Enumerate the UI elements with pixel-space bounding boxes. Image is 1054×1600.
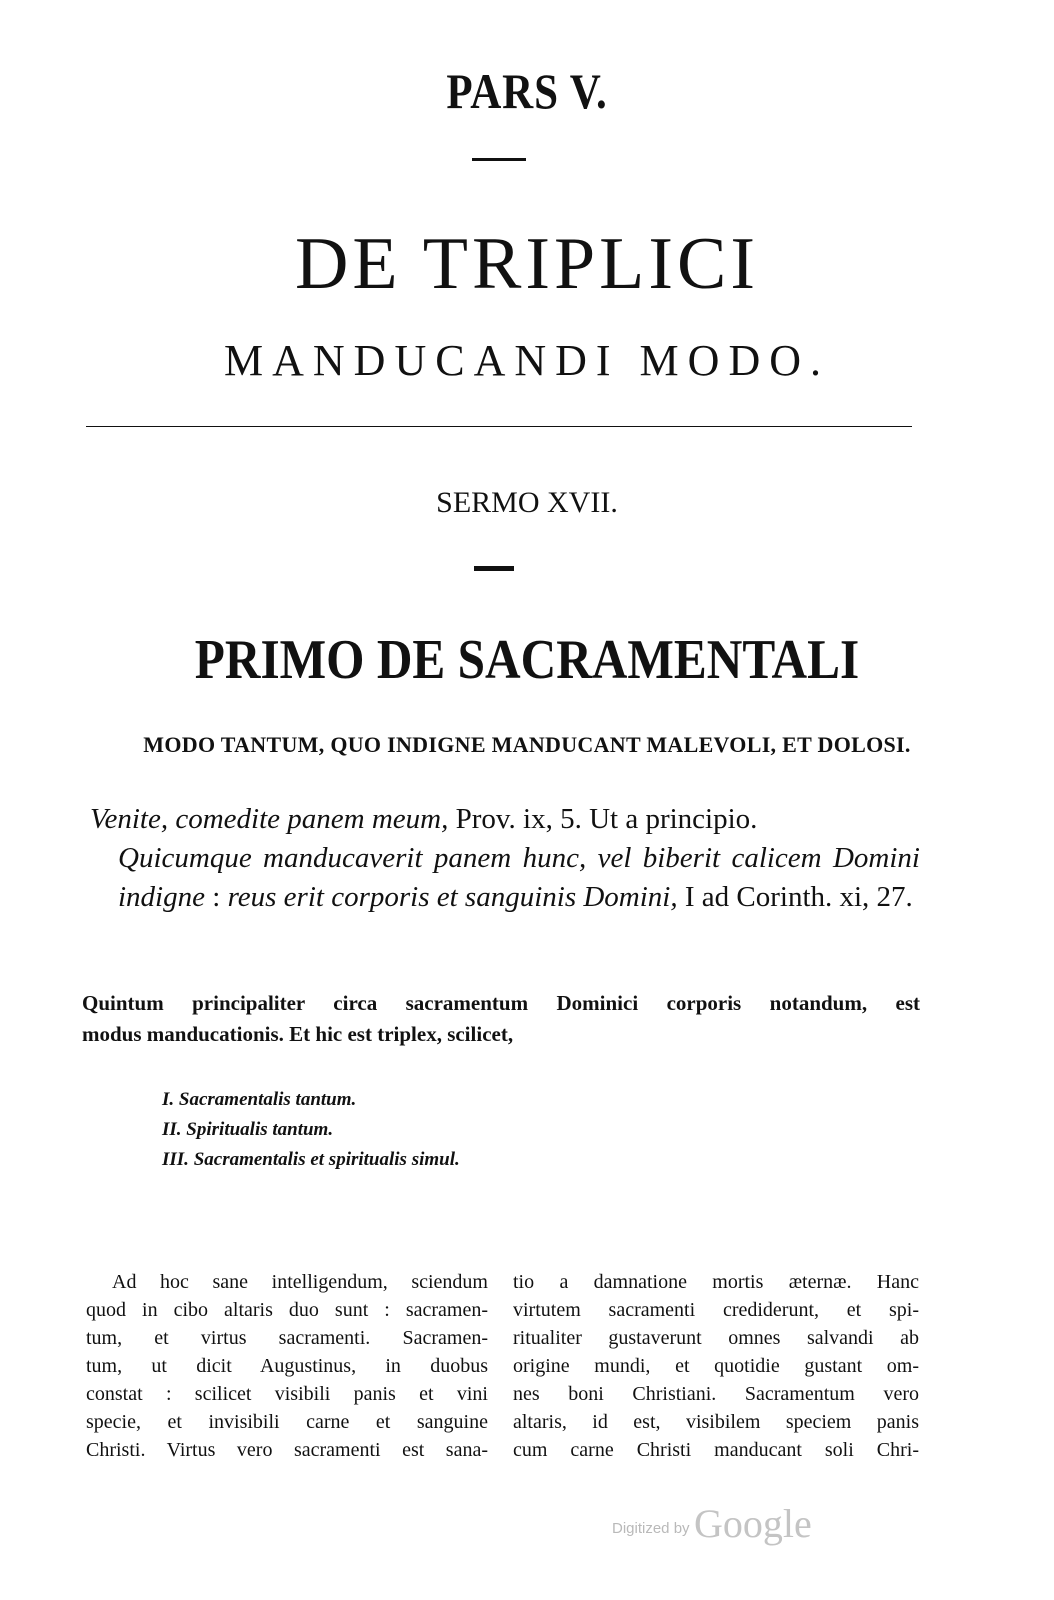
verse-1-ref: Prov. ix, 5. Ut a principio.	[448, 803, 758, 835]
sermon-number: SERMO XVII.	[436, 486, 618, 519]
intro-line: modus manducationis. Et hic est triplex, scilicet,	[82, 1022, 514, 1046]
list-item-text: Sacramentalis tantum.	[178, 1089, 357, 1110]
google-logo: Google	[694, 1501, 812, 1546]
verse-2	[118, 839, 920, 917]
list-item-number: II.	[162, 1119, 182, 1140]
column-line: virtutem sacramenti crediderunt, et spi-	[513, 1299, 919, 1321]
column-line: origine mundi, et quotidie gustant om-	[513, 1355, 919, 1377]
watermark-prefix: Digitized by	[612, 1520, 690, 1537]
list-item	[162, 1085, 460, 1115]
column-left	[86, 1268, 488, 1464]
column-line: tum, et virtus sacramenti. Sacramen-	[86, 1327, 488, 1349]
modes-list	[162, 1085, 460, 1175]
divider-short	[474, 566, 514, 571]
column-line: Ad hoc sane intelligendum, sciendum	[112, 1271, 488, 1293]
verse-2-ref: I ad Corinth. xi, 27.	[677, 881, 913, 913]
list-item	[162, 1115, 460, 1145]
column-line: ritualiter gustaverunt omnes salvandi ab	[513, 1327, 919, 1349]
column-line: tio a damnatione mortis æternæ. Hanc	[513, 1271, 919, 1293]
column-line: nes boni Christiani. Sacramentum vero	[513, 1383, 919, 1405]
divider-short	[472, 158, 526, 161]
divider-rule	[86, 426, 912, 427]
list-item-number: III.	[162, 1149, 189, 1170]
column-line: quod in cibo altaris duo sunt : sacramen-	[86, 1299, 488, 1321]
column-line: Christi. Virtus vero sacramenti est sana-	[86, 1439, 488, 1461]
intro-line: Quintum principaliter circa sacramentum Dominici corporis notandum, est	[82, 991, 920, 1015]
list-item-text: Spiritualis tantum.	[186, 1119, 334, 1140]
column-line: specie, et invisibili carne et sanguine	[86, 1411, 488, 1433]
list-item	[162, 1145, 460, 1175]
title-line-2: MANDUCANDI MODO.	[224, 336, 830, 385]
column-line: tum, ut dicit Augustinus, in duobus	[86, 1355, 488, 1377]
sermon-subheading: MODO TANTUM, QUO INDIGNE MANDUCANT MALEVOLI, ET DOLOSI.	[143, 732, 911, 757]
verse-1	[90, 800, 920, 839]
verse-2-text: Quicumque manducaverit panem hunc, vel biberit calicem Domini indigne	[118, 842, 920, 913]
intro-paragraph	[82, 988, 920, 1050]
verse-2-text-2: reus erit corporis et sanguinis Domini,	[227, 881, 678, 913]
column-line: cum carne Christi manducant soli Chri-	[513, 1439, 919, 1461]
title-line-1: DE TRIPLICI	[294, 223, 759, 305]
list-item-text: Sacramentalis et spiritualis simul.	[193, 1149, 460, 1170]
part-number: PARS V.	[446, 63, 608, 119]
column-line: constat : scilicet visibili panis et vini	[86, 1383, 488, 1405]
digitized-watermark	[612, 1500, 812, 1547]
column-line: altaris, id est, visibilem speciem panis	[513, 1411, 919, 1433]
column-right	[513, 1268, 919, 1464]
sermon-heading: PRIMO DE SACRAMENTALI	[194, 629, 860, 691]
list-item-number: I.	[162, 1089, 175, 1110]
verse-1-text: Venite, comedite panem meum,	[90, 803, 449, 835]
verse-2-sep: :	[205, 881, 228, 913]
